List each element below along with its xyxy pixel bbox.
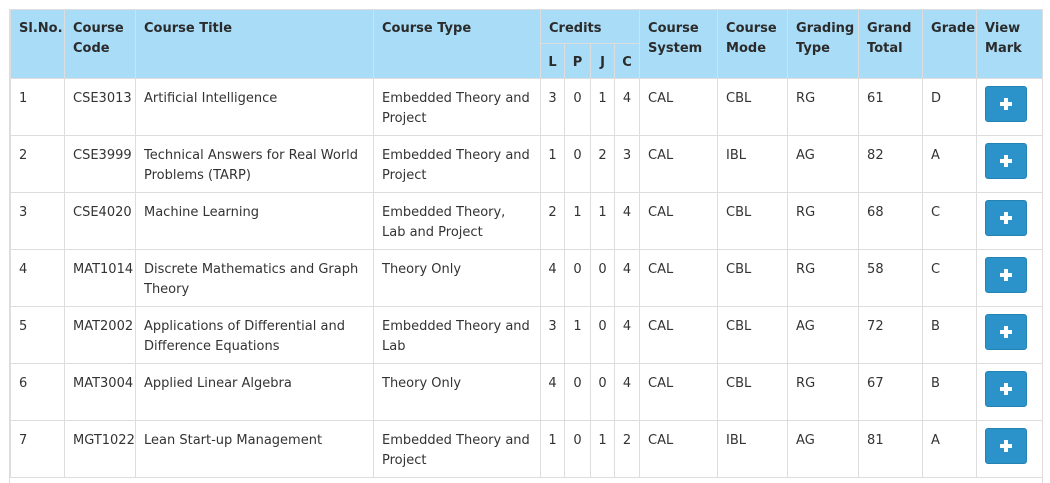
cell-course-mode: CBL xyxy=(718,79,788,136)
header-credit-l: L xyxy=(541,44,565,79)
cell-course-system: CAL xyxy=(640,250,718,307)
cell-view-mark xyxy=(977,193,1043,250)
cell-credit-l: 1 xyxy=(541,421,565,478)
header-course-system: Course System xyxy=(640,10,718,79)
cell-grand-total: 61 xyxy=(859,79,923,136)
cell-credit-l: 3 xyxy=(541,79,565,136)
cell-course-mode: CBL xyxy=(718,307,788,364)
header-grading-type: Grading Type xyxy=(788,10,859,79)
view-mark-button[interactable] xyxy=(985,371,1027,407)
cell-grand-total: 67 xyxy=(859,364,923,421)
view-mark-button[interactable] xyxy=(985,428,1027,464)
grade-table-container xyxy=(9,9,1043,483)
table-row xyxy=(11,193,1043,250)
cell-sl-no: 2 xyxy=(11,136,65,193)
cell-view-mark xyxy=(977,136,1043,193)
cell-view-mark xyxy=(977,421,1043,478)
cell-grading-type: RG xyxy=(788,79,859,136)
cell-course-type: Theory Only xyxy=(374,250,541,307)
cell-credit-j: 1 xyxy=(591,79,615,136)
cell-credit-p: 1 xyxy=(565,307,591,364)
view-mark-button[interactable] xyxy=(985,314,1027,350)
cell-view-mark xyxy=(977,364,1043,421)
cell-sl-no: 4 xyxy=(11,250,65,307)
header-grade: Grade xyxy=(923,10,977,79)
cell-credit-j: 0 xyxy=(591,364,615,421)
cell-grand-total: 72 xyxy=(859,307,923,364)
cell-credit-j: 1 xyxy=(591,193,615,250)
cell-grading-type: AG xyxy=(788,421,859,478)
cell-grade: B xyxy=(923,307,977,364)
view-mark-button[interactable] xyxy=(985,143,1027,179)
cell-course-mode: CBL xyxy=(718,364,788,421)
cell-sl-no: 6 xyxy=(11,364,65,421)
cell-course-system: CAL xyxy=(640,421,718,478)
header-credit-c: C xyxy=(615,44,640,79)
cell-credit-j: 0 xyxy=(591,307,615,364)
cell-course-code: CSE3013 xyxy=(65,79,136,136)
cell-course-mode: IBL xyxy=(718,421,788,478)
cell-course-title: Machine Learning xyxy=(136,193,374,250)
cell-credit-l: 1 xyxy=(541,136,565,193)
cell-credit-j: 2 xyxy=(591,136,615,193)
cell-course-code: MGT1022 xyxy=(65,421,136,478)
cell-grand-total: 68 xyxy=(859,193,923,250)
view-mark-button[interactable] xyxy=(985,200,1027,236)
cell-grading-type: RG xyxy=(788,364,859,421)
cell-credit-p: 0 xyxy=(565,364,591,421)
cell-view-mark xyxy=(977,79,1043,136)
grade-history-table xyxy=(10,9,1043,478)
cell-view-mark xyxy=(977,307,1043,364)
cell-credit-j: 1 xyxy=(591,421,615,478)
header-sl-no: Sl.No. xyxy=(11,10,65,79)
cell-course-title: Applied Linear Algebra xyxy=(136,364,374,421)
table-header xyxy=(11,10,1043,79)
cell-course-title: Technical Answers for Real World Problems (TARP) xyxy=(136,136,374,193)
cell-course-code: CSE3999 xyxy=(65,136,136,193)
cell-credit-p: 0 xyxy=(565,136,591,193)
cell-grand-total: 58 xyxy=(859,250,923,307)
cell-credit-p: 0 xyxy=(565,250,591,307)
table-row xyxy=(11,421,1043,478)
cell-credit-c: 2 xyxy=(615,421,640,478)
header-course-type: Course Type xyxy=(374,10,541,79)
cell-grade: B xyxy=(923,364,977,421)
table-row xyxy=(11,79,1043,136)
cell-grade: A xyxy=(923,136,977,193)
cell-credit-p: 1 xyxy=(565,193,591,250)
cell-course-code: MAT1014 xyxy=(65,250,136,307)
cell-credit-l: 4 xyxy=(541,250,565,307)
cell-course-system: CAL xyxy=(640,136,718,193)
header-course-mode: Course Mode xyxy=(718,10,788,79)
cell-course-title: Discrete Mathematics and Graph Theory xyxy=(136,250,374,307)
cell-course-code: MAT2002 xyxy=(65,307,136,364)
cell-sl-no: 1 xyxy=(11,79,65,136)
cell-grading-type: RG xyxy=(788,193,859,250)
cell-sl-no: 3 xyxy=(11,193,65,250)
cell-credit-j: 0 xyxy=(591,250,615,307)
view-mark-button[interactable] xyxy=(985,257,1027,293)
view-mark-button[interactable] xyxy=(985,86,1027,122)
cell-credit-l: 4 xyxy=(541,364,565,421)
header-view-mark: View Mark xyxy=(977,10,1043,79)
table-row xyxy=(11,364,1043,421)
cell-credit-c: 4 xyxy=(615,193,640,250)
table-row xyxy=(11,307,1043,364)
cell-course-title: Artificial Intelligence xyxy=(136,79,374,136)
cell-course-mode: IBL xyxy=(718,136,788,193)
cell-course-code: CSE4020 xyxy=(65,193,136,250)
header-grand-total: Grand Total xyxy=(859,10,923,79)
cell-sl-no: 7 xyxy=(11,421,65,478)
cell-course-system: CAL xyxy=(640,79,718,136)
cell-credit-l: 3 xyxy=(541,307,565,364)
header-course-code: Course Code xyxy=(65,10,136,79)
cell-course-code: MAT3004 xyxy=(65,364,136,421)
cell-course-type: Embedded Theory and Project xyxy=(374,136,541,193)
cell-credit-c: 3 xyxy=(615,136,640,193)
header-credit-p: P xyxy=(565,44,591,79)
header-credit-j: J xyxy=(591,44,615,79)
cell-credit-c: 4 xyxy=(615,364,640,421)
cell-view-mark xyxy=(977,250,1043,307)
cell-grand-total: 82 xyxy=(859,136,923,193)
cell-course-type: Embedded Theory and Project xyxy=(374,79,541,136)
cell-grade: D xyxy=(923,79,977,136)
cell-credit-c: 4 xyxy=(615,79,640,136)
cell-grade: C xyxy=(923,193,977,250)
cell-grade: C xyxy=(923,250,977,307)
cell-course-system: CAL xyxy=(640,307,718,364)
table-row xyxy=(11,136,1043,193)
cell-grade: A xyxy=(923,421,977,478)
cell-course-type: Embedded Theory, Lab and Project xyxy=(374,193,541,250)
cell-course-title: Lean Start-up Management xyxy=(136,421,374,478)
cell-credit-c: 4 xyxy=(615,307,640,364)
header-course-title: Course Title xyxy=(136,10,374,79)
cell-course-mode: CBL xyxy=(718,193,788,250)
cell-credit-p: 0 xyxy=(565,79,591,136)
cell-course-type: Theory Only xyxy=(374,364,541,421)
cell-grading-type: AG xyxy=(788,307,859,364)
cell-credit-c: 4 xyxy=(615,250,640,307)
cell-credit-p: 0 xyxy=(565,421,591,478)
cell-course-system: CAL xyxy=(640,364,718,421)
cell-course-mode: CBL xyxy=(718,250,788,307)
cell-grand-total: 81 xyxy=(859,421,923,478)
table-row xyxy=(11,250,1043,307)
cell-course-type: Embedded Theory and Lab xyxy=(374,307,541,364)
cell-grading-type: RG xyxy=(788,250,859,307)
cell-grading-type: AG xyxy=(788,136,859,193)
cell-sl-no: 5 xyxy=(11,307,65,364)
cell-credit-l: 2 xyxy=(541,193,565,250)
table-body xyxy=(11,79,1043,478)
cell-course-title: Applications of Differential and Difference Equations xyxy=(136,307,374,364)
cell-course-system: CAL xyxy=(640,193,718,250)
cell-course-type: Embedded Theory and Project xyxy=(374,421,541,478)
header-credits: Credits xyxy=(541,10,640,44)
